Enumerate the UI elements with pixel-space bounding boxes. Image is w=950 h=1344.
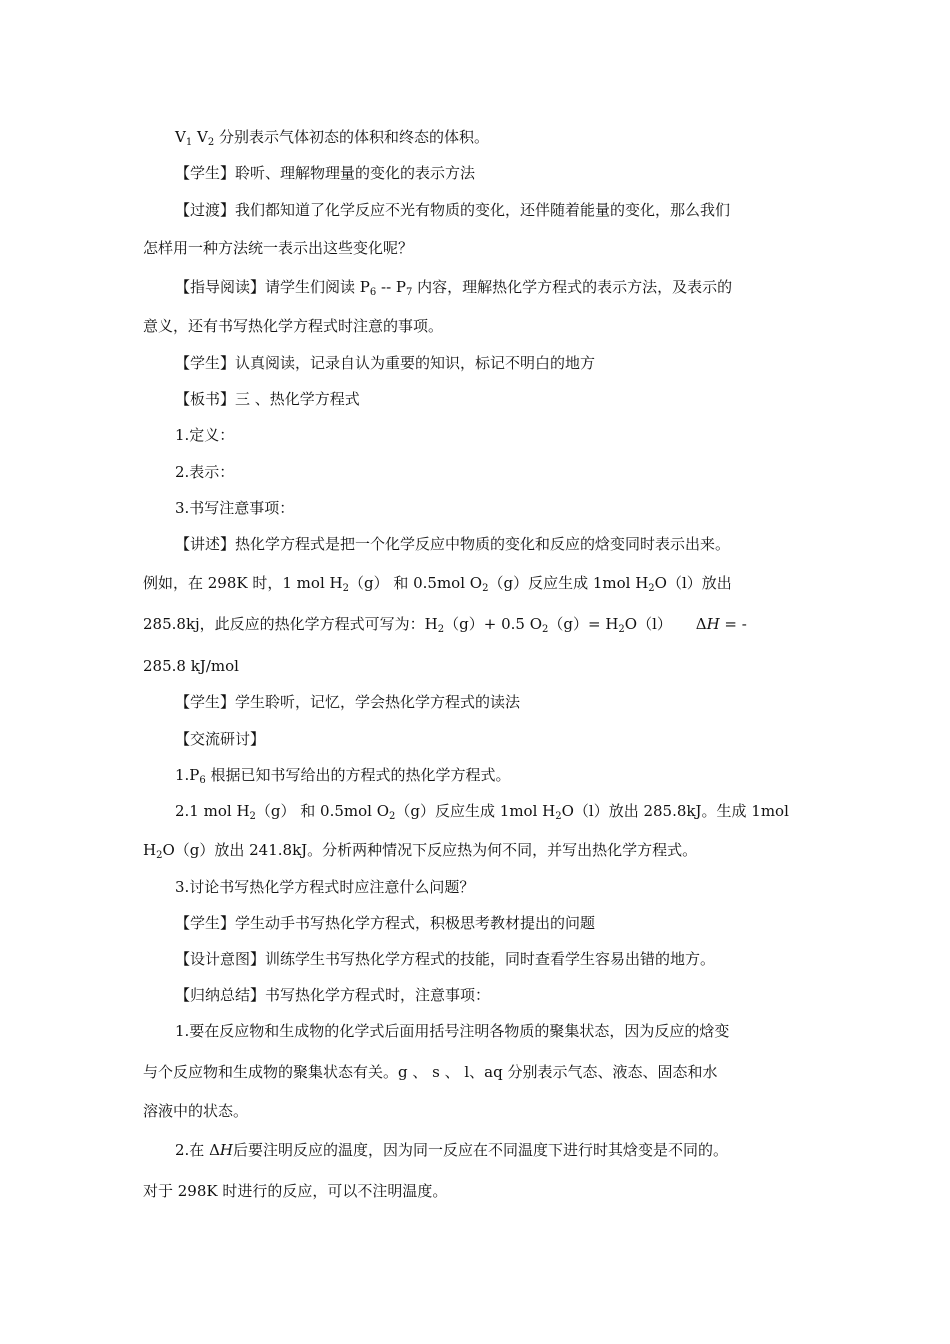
text-line: 【过渡】我们都知道了化学反应不光有物质的变化，还伴随着能量的变化，那么我们 — [175, 201, 731, 219]
text-line: 例如，在 298K 时，1 mol $H_2(g)$ 和 0.5mol $O_2(g)$反应生成 1mol $H_2O(l)$放出 — [143, 574, 732, 594]
text-line: 【学生】学生聆听，记忆，学会热化学方程式的读法 — [175, 693, 521, 711]
text-line: $H_2O(g)$放出 241.8kJ。分析两种情况下反应热为何不同，并写出热化学方程式。 — [143, 841, 698, 861]
text-line: 溶液中的状态。 — [143, 1102, 249, 1120]
text-line: 与个反应物和生成物的聚集状态有关。g 、 s 、 l、aq 分别表示气态、液态、固态和水 — [143, 1063, 718, 1081]
text-line: 2.表示： — [175, 463, 235, 481]
text-line: 【学生】认真阅读，记录自认为重要的知识，标记不明白的地方 — [175, 354, 596, 372]
text-line: 2.1 mol $H_2(g)$ 和 0.5mol $O_2(g)$反应生成 1mol $H_2O(l)$放出 285.8kJ。生成 1mol — [175, 802, 789, 822]
text-line: $V_1$ $V_2$ 分别表示气体初态的体积和终态的体积。 — [175, 128, 489, 148]
text-line: 285.8kj，此反应的热化学方程式可写为：$H_2(g)+ 0.5$ $O_2(g)= H_2O(l)$ ΔH = - — [143, 615, 747, 635]
text-line: 【学生】学生动手书写热化学方程式，积极思考教材提出的问题 — [175, 914, 596, 932]
text-line: 3.书写注意事项： — [175, 499, 295, 517]
text-line: 2.在 ΔH后要注明反应的温度，因为同一反应在不同温度下进行时其焓变是不同的。 — [175, 1141, 729, 1159]
text-line: 【交流研讨】 — [175, 730, 266, 748]
text-line: 1.定义： — [175, 426, 235, 444]
text-line: 意义，还有书写热化学方程式时注意的事项。 — [143, 317, 444, 335]
text-line: 【讲述】热化学方程式是把一个化学反应中物质的变化和反应的焓变同时表示出来。 — [175, 535, 731, 553]
text-line: 3.讨论书写热化学方程式时应注意什么问题？ — [175, 878, 475, 896]
text-line: 1.要在反应物和生成物的化学式后面用括号注明各物质的聚集状态，因为反应的焓变 — [175, 1022, 730, 1040]
text-line: 对于 298K 时进行的反应，可以不注明温度。 — [143, 1182, 448, 1200]
text-line: 285.8 kJ/mol — [143, 657, 239, 675]
text-line: 【板书】三 、热化学方程式 — [175, 390, 360, 408]
text-line: 【归纳总结】书写热化学方程式时，注意事项： — [175, 986, 491, 1004]
text-line: 怎样用一种方法统一表示出这些变化呢？ — [143, 239, 414, 257]
text-line: 【指导阅读】请学生们阅读 $P_6 -- P_7$ 内容，理解热化学方程式的表示方法，及表示的 — [175, 278, 733, 298]
text-line: $1.P_6$ 根据已知书写给出的方程式的热化学方程式。 — [175, 766, 511, 786]
text-line: 【设计意图】训练学生书写热化学方程式的技能，同时查看学生容易出错的地方。 — [175, 950, 716, 968]
text-line: 【学生】聆听、理解物理量的变化的表示方法 — [175, 164, 476, 182]
